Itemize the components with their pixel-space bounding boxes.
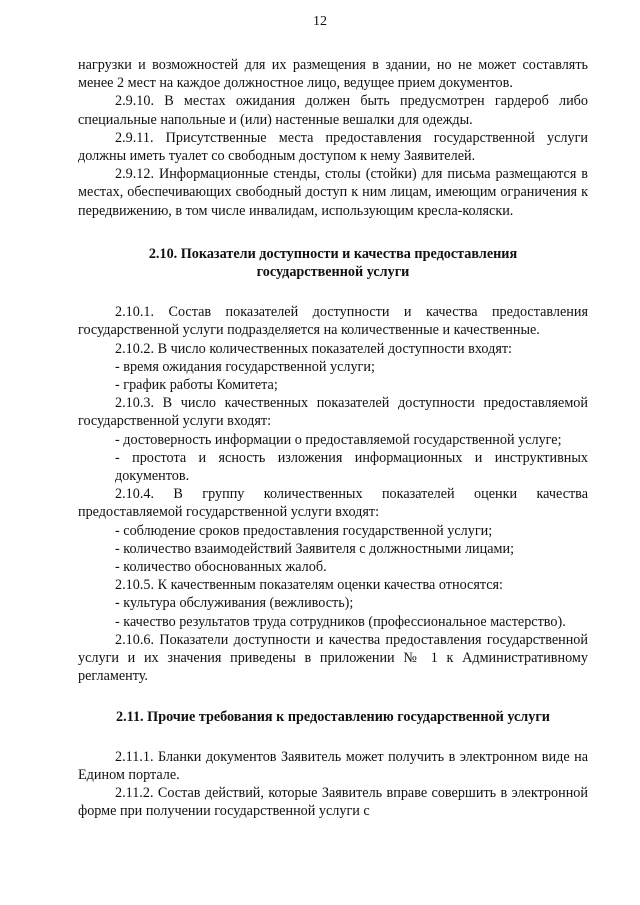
list-item: - достоверность информации о предоставляемой государственной услуге; [115,431,562,448]
document-body [78,56,588,821]
paragraph-2-9-10: 2.9.10. В местах ожидания должен быть предусмотрен гардероб либо специальные напольные и (или) настенные вешалки для одежды. [78,93,588,128]
paragraph-2-11-2: 2.11.2. Состав действий, которые Заявитель вправе совершить в электронной форме при получении государственной услуги с [78,785,588,820]
list-item: - время ожидания государственной услуги; [115,358,375,375]
paragraph-2-9-12: 2.9.12. Информационные стенды, столы (стойки) для письма размещаются в местах, обеспечивающих свободный доступ к ним лицам, имеющим ограничения к передвижению, в том числе инвалидам, использующим кресла-коляски. [78,166,588,219]
section-heading-2-10: 2.10. Показатели доступности и качества предоставления государственной услуги [148,245,518,281]
list-item: - простота и ясность изложения информационных и инструктивных документов. [115,449,588,485]
page-number: 12 [313,14,327,29]
paragraph-2-10-1: 2.10.1. Состав показателей доступности и качества предоставления государственной услуги подразделяется на количественные и качественные. [78,304,588,339]
list-item: - соблюдение сроков предоставления государственной услуги; [115,522,493,539]
paragraph-2-10-4: 2.10.4. В группу количественных показателей оценки качества предоставляемой государственной услуги входят: [78,486,588,521]
paragraph-2-10-2: 2.10.2. В число количественных показателей доступности входят: [115,340,512,357]
paragraph-2-9-11: 2.9.11. Присутственные места предоставления государственной услуги должны иметь туалет со свободным доступом к нему Заявителей. [78,129,588,165]
paragraph-2-10-6: 2.10.6. Показатели доступности и качества предоставления государственной услуги и их значения приведены в приложении № 1 к Административному регламенту. [78,631,588,685]
paragraph-2-11-1: 2.11.1. Бланки документов Заявитель может получить в электронном виде на Едином портале. [78,748,588,783]
paragraph: нагрузки и возможностей для их размещения в здании, но не может составлять менее 2 мест на каждое должностное лицо, ведущее прием документов. [78,57,588,92]
list-item: - график работы Комитета; [115,377,278,394]
paragraph-2-10-3: 2.10.3. В число качественных показателей доступности предоставляемой государственной услуги входят: [78,395,588,430]
paragraph-2-10-5: 2.10.5. К качественным показателям оценки качества относятся: [115,577,504,594]
list-item: - культура обслуживания (вежливость); [115,595,354,612]
list-item: - качество результатов труда сотрудников (профессиональное мастерство). [115,613,566,630]
list-item: - количество обоснованных жалоб. [115,559,327,576]
section-heading-2-11: 2.11. Прочие требования к предоставлению государственной услуги [116,708,550,725]
list-item: - количество взаимодействий Заявителя с должностными лицами; [115,540,515,557]
